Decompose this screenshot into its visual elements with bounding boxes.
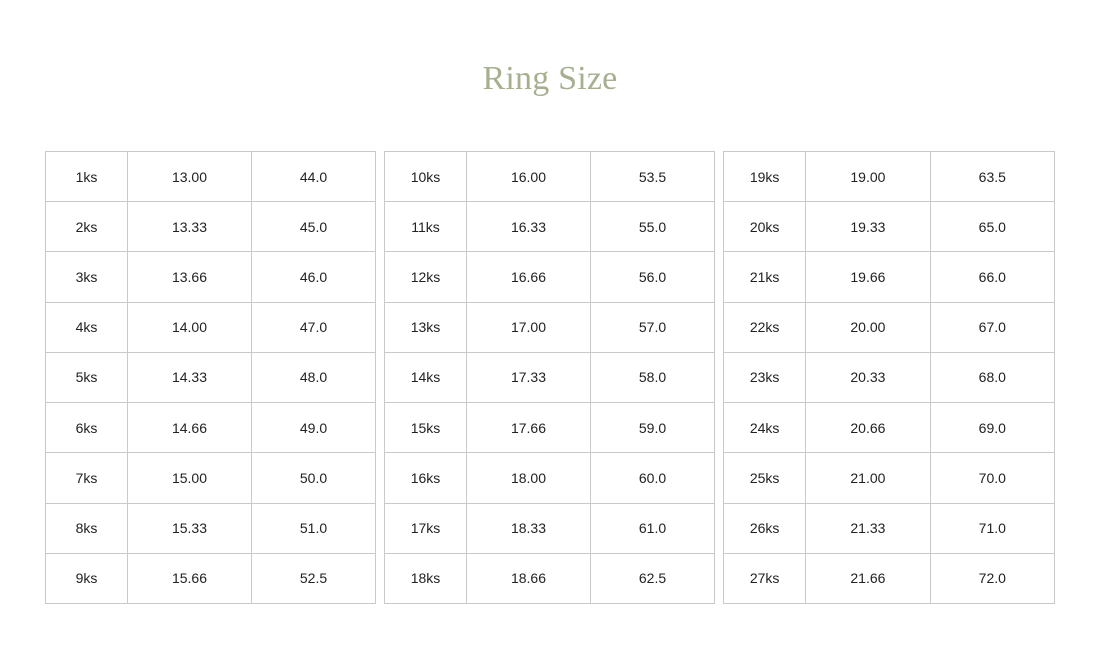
size-cell: 2ks — [46, 202, 128, 252]
table-row — [385, 202, 715, 252]
table-row — [46, 252, 376, 302]
diameter-cell: 16.00 — [467, 152, 591, 202]
diameter-cell: 21.33 — [806, 503, 930, 553]
table-row — [724, 152, 1055, 202]
size-cell: 3ks — [46, 252, 128, 302]
diameter-cell: 21.00 — [806, 453, 930, 503]
diameter-cell: 14.00 — [128, 302, 252, 352]
circumference-cell: 49.0 — [252, 403, 376, 453]
circumference-cell: 57.0 — [591, 302, 715, 352]
ring-size-table-2 — [384, 151, 715, 604]
table-row — [385, 152, 715, 202]
diameter-cell: 20.33 — [806, 352, 930, 402]
circumference-cell: 50.0 — [252, 453, 376, 503]
table-row — [385, 302, 715, 352]
diameter-cell: 19.33 — [806, 202, 930, 252]
table-row — [385, 553, 715, 603]
table-row — [724, 503, 1055, 553]
size-cell: 25ks — [724, 453, 806, 503]
diameter-cell: 21.66 — [806, 553, 930, 603]
table-row — [724, 302, 1055, 352]
circumference-cell: 52.5 — [252, 553, 376, 603]
diameter-cell: 16.33 — [467, 202, 591, 252]
circumference-cell: 63.5 — [930, 152, 1054, 202]
diameter-cell: 14.33 — [128, 352, 252, 402]
table-row — [724, 453, 1055, 503]
table-row — [724, 252, 1055, 302]
diameter-cell: 18.33 — [467, 503, 591, 553]
diameter-cell: 20.66 — [806, 403, 930, 453]
table-row — [724, 553, 1055, 603]
size-cell: 20ks — [724, 202, 806, 252]
ring-size-tables — [45, 151, 1055, 605]
table-row — [46, 503, 376, 553]
size-cell: 15ks — [385, 403, 467, 453]
circumference-cell: 56.0 — [591, 252, 715, 302]
size-cell: 21ks — [724, 252, 806, 302]
circumference-cell: 53.5 — [591, 152, 715, 202]
table-row — [385, 352, 715, 402]
table-row — [724, 202, 1055, 252]
table-row — [46, 302, 376, 352]
size-cell: 10ks — [385, 152, 467, 202]
diameter-cell: 17.33 — [467, 352, 591, 402]
diameter-cell: 19.66 — [806, 252, 930, 302]
diameter-cell: 17.00 — [467, 302, 591, 352]
circumference-cell: 65.0 — [930, 202, 1054, 252]
ring-size-table-3 — [723, 151, 1055, 604]
table-row — [46, 202, 376, 252]
circumference-cell: 48.0 — [252, 352, 376, 402]
circumference-cell: 46.0 — [252, 252, 376, 302]
size-cell: 27ks — [724, 553, 806, 603]
size-cell: 17ks — [385, 503, 467, 553]
diameter-cell: 18.00 — [467, 453, 591, 503]
circumference-cell: 51.0 — [252, 503, 376, 553]
circumference-cell: 55.0 — [591, 202, 715, 252]
size-cell: 14ks — [385, 352, 467, 402]
circumference-cell: 70.0 — [930, 453, 1054, 503]
table-row — [46, 352, 376, 402]
table-row — [385, 453, 715, 503]
circumference-cell: 61.0 — [591, 503, 715, 553]
circumference-cell: 66.0 — [930, 252, 1054, 302]
diameter-cell: 14.66 — [128, 403, 252, 453]
table-row — [724, 403, 1055, 453]
table-row — [46, 453, 376, 503]
circumference-cell: 72.0 — [930, 553, 1054, 603]
ring-size-table-1 — [45, 151, 376, 604]
table-row — [46, 152, 376, 202]
diameter-cell: 15.33 — [128, 503, 252, 553]
table-row — [46, 553, 376, 603]
circumference-cell: 44.0 — [252, 152, 376, 202]
circumference-cell: 62.5 — [591, 553, 715, 603]
circumference-cell: 59.0 — [591, 403, 715, 453]
circumference-cell: 71.0 — [930, 503, 1054, 553]
diameter-cell: 19.00 — [806, 152, 930, 202]
size-cell: 16ks — [385, 453, 467, 503]
size-cell: 13ks — [385, 302, 467, 352]
circumference-cell: 58.0 — [591, 352, 715, 402]
diameter-cell: 13.66 — [128, 252, 252, 302]
size-cell: 7ks — [46, 453, 128, 503]
size-cell: 18ks — [385, 553, 467, 603]
table-row — [385, 503, 715, 553]
diameter-cell: 20.00 — [806, 302, 930, 352]
circumference-cell: 69.0 — [930, 403, 1054, 453]
circumference-cell: 47.0 — [252, 302, 376, 352]
table-row — [385, 403, 715, 453]
size-cell: 5ks — [46, 352, 128, 402]
size-cell: 6ks — [46, 403, 128, 453]
circumference-cell: 45.0 — [252, 202, 376, 252]
diameter-cell: 16.66 — [467, 252, 591, 302]
size-cell: 11ks — [385, 202, 467, 252]
diameter-cell: 13.33 — [128, 202, 252, 252]
circumference-cell: 60.0 — [591, 453, 715, 503]
page-title: Ring Size — [482, 60, 618, 97]
size-cell: 23ks — [724, 352, 806, 402]
size-cell: 22ks — [724, 302, 806, 352]
diameter-cell: 18.66 — [467, 553, 591, 603]
size-cell: 24ks — [724, 403, 806, 453]
circumference-cell: 67.0 — [930, 302, 1054, 352]
size-cell: 12ks — [385, 252, 467, 302]
size-cell: 4ks — [46, 302, 128, 352]
diameter-cell: 15.00 — [128, 453, 252, 503]
diameter-cell: 17.66 — [467, 403, 591, 453]
table-row — [385, 252, 715, 302]
size-cell: 8ks — [46, 503, 128, 553]
size-cell: 19ks — [724, 152, 806, 202]
diameter-cell: 15.66 — [128, 553, 252, 603]
diameter-cell: 13.00 — [128, 152, 252, 202]
table-row — [46, 403, 376, 453]
size-cell: 26ks — [724, 503, 806, 553]
size-cell: 9ks — [46, 553, 128, 603]
size-cell: 1ks — [46, 152, 128, 202]
table-row — [724, 352, 1055, 402]
circumference-cell: 68.0 — [930, 352, 1054, 402]
